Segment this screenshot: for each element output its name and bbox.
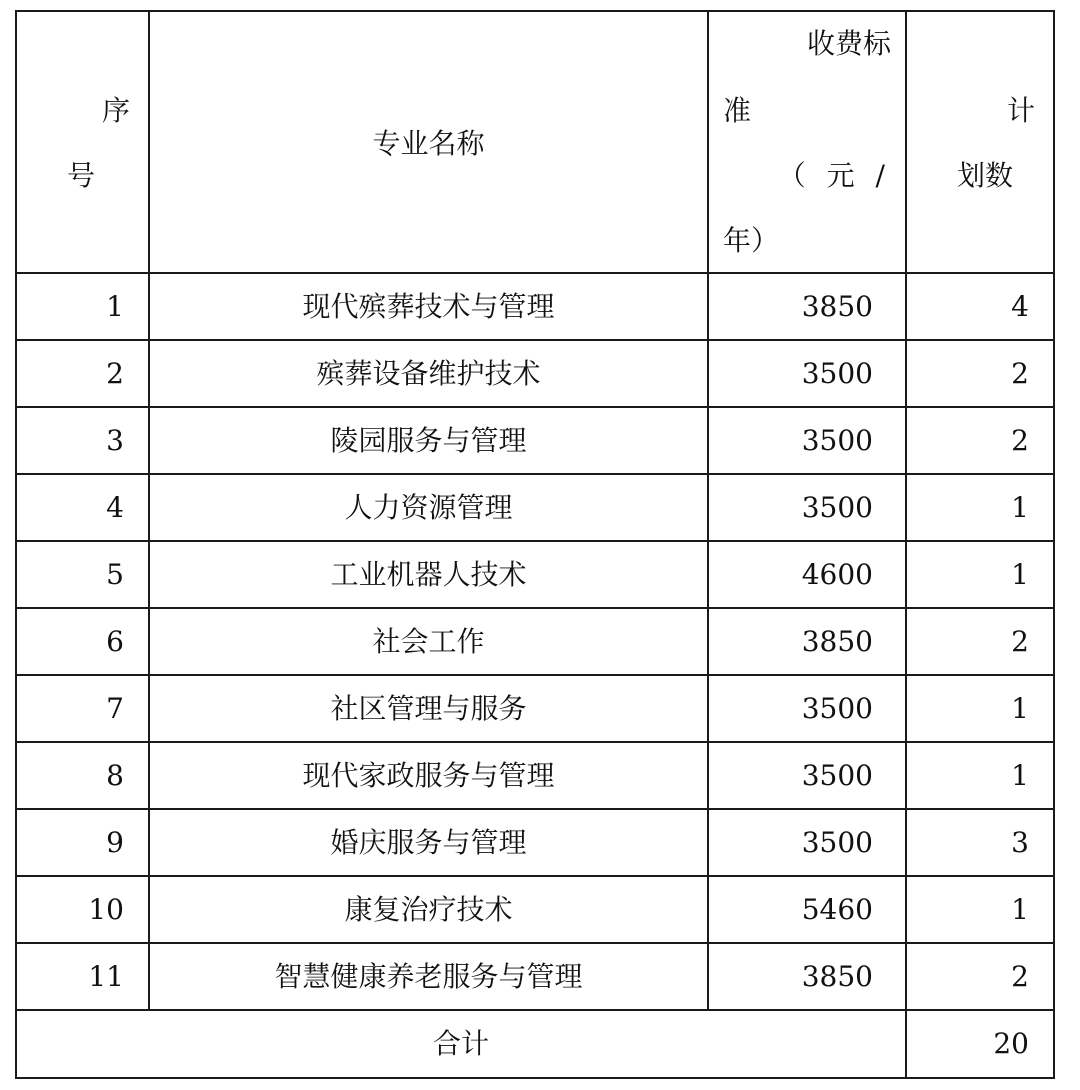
row-seq: 1 bbox=[16, 273, 149, 340]
row-plan: 1 bbox=[906, 541, 1054, 608]
row-major-name: 智慧健康养老服务与管理 bbox=[149, 943, 708, 1010]
table-row bbox=[16, 675, 1054, 742]
row-major-name: 现代家政服务与管理 bbox=[149, 742, 708, 809]
row-fee: 4600 bbox=[708, 541, 906, 608]
table-row bbox=[16, 876, 1054, 943]
header-fee-line3: （ 元 / bbox=[777, 159, 891, 192]
row-plan: 1 bbox=[906, 876, 1054, 943]
row-seq: 6 bbox=[16, 608, 149, 675]
row-fee: 3850 bbox=[708, 273, 906, 340]
row-seq: 7 bbox=[16, 675, 149, 742]
header-seq-line1: 序 bbox=[101, 94, 130, 127]
table-row bbox=[16, 273, 1054, 340]
row-plan: 1 bbox=[906, 742, 1054, 809]
header-major-name bbox=[149, 11, 708, 273]
total-label: 合计 bbox=[16, 1010, 906, 1078]
table-row bbox=[16, 943, 1054, 1010]
row-fee: 3500 bbox=[708, 809, 906, 876]
enrollment-plan-table bbox=[15, 10, 1055, 1079]
row-major-name: 殡葬设备维护技术 bbox=[149, 340, 708, 407]
row-seq: 8 bbox=[16, 742, 149, 809]
header-plan-line2: 划数 bbox=[957, 159, 1014, 192]
header-seq-line2: 号 bbox=[67, 159, 96, 192]
row-major-name: 现代殡葬技术与管理 bbox=[149, 273, 708, 340]
row-seq: 11 bbox=[16, 943, 149, 1010]
row-fee: 3850 bbox=[708, 608, 906, 675]
row-plan: 1 bbox=[906, 474, 1054, 541]
row-major-name: 人力资源管理 bbox=[149, 474, 708, 541]
header-seq bbox=[16, 11, 149, 273]
row-fee: 3500 bbox=[708, 675, 906, 742]
table-row bbox=[16, 541, 1054, 608]
row-seq: 9 bbox=[16, 809, 149, 876]
row-plan: 2 bbox=[906, 340, 1054, 407]
row-seq: 4 bbox=[16, 474, 149, 541]
header-fee-line4: 年） bbox=[723, 224, 780, 257]
row-plan: 2 bbox=[906, 407, 1054, 474]
row-plan: 2 bbox=[906, 943, 1054, 1010]
total-plan: 20 bbox=[906, 1010, 1054, 1078]
row-fee: 3500 bbox=[708, 742, 906, 809]
row-seq: 3 bbox=[16, 407, 149, 474]
total-row bbox=[16, 1010, 1054, 1078]
row-major-name: 康复治疗技术 bbox=[149, 876, 708, 943]
header-fee bbox=[708, 11, 906, 273]
row-major-name: 社区管理与服务 bbox=[149, 675, 708, 742]
table-row bbox=[16, 742, 1054, 809]
row-plan: 4 bbox=[906, 273, 1054, 340]
table-row bbox=[16, 340, 1054, 407]
row-major-name: 婚庆服务与管理 bbox=[149, 809, 708, 876]
header-plan-line1: 计 bbox=[1006, 94, 1035, 127]
row-fee: 3500 bbox=[708, 340, 906, 407]
row-major-name: 工业机器人技术 bbox=[149, 541, 708, 608]
row-seq: 2 bbox=[16, 340, 149, 407]
header-plan bbox=[906, 11, 1054, 273]
row-plan: 2 bbox=[906, 608, 1054, 675]
table-row bbox=[16, 809, 1054, 876]
row-fee: 3850 bbox=[708, 943, 906, 1010]
table-row bbox=[16, 608, 1054, 675]
row-fee: 5460 bbox=[708, 876, 906, 943]
row-fee: 3500 bbox=[708, 474, 906, 541]
header-major-name-text: 专业名称 bbox=[372, 127, 485, 160]
header-fee-line2: 准 bbox=[723, 94, 752, 127]
row-major-name: 陵园服务与管理 bbox=[149, 407, 708, 474]
row-fee: 3500 bbox=[708, 407, 906, 474]
table-row bbox=[16, 474, 1054, 541]
row-major-name: 社会工作 bbox=[149, 608, 708, 675]
row-seq: 10 bbox=[16, 876, 149, 943]
header-fee-line1: 收费标 bbox=[806, 27, 891, 60]
row-plan: 1 bbox=[906, 675, 1054, 742]
row-plan: 3 bbox=[906, 809, 1054, 876]
row-seq: 5 bbox=[16, 541, 149, 608]
header-row bbox=[16, 11, 1054, 273]
table-row bbox=[16, 407, 1054, 474]
